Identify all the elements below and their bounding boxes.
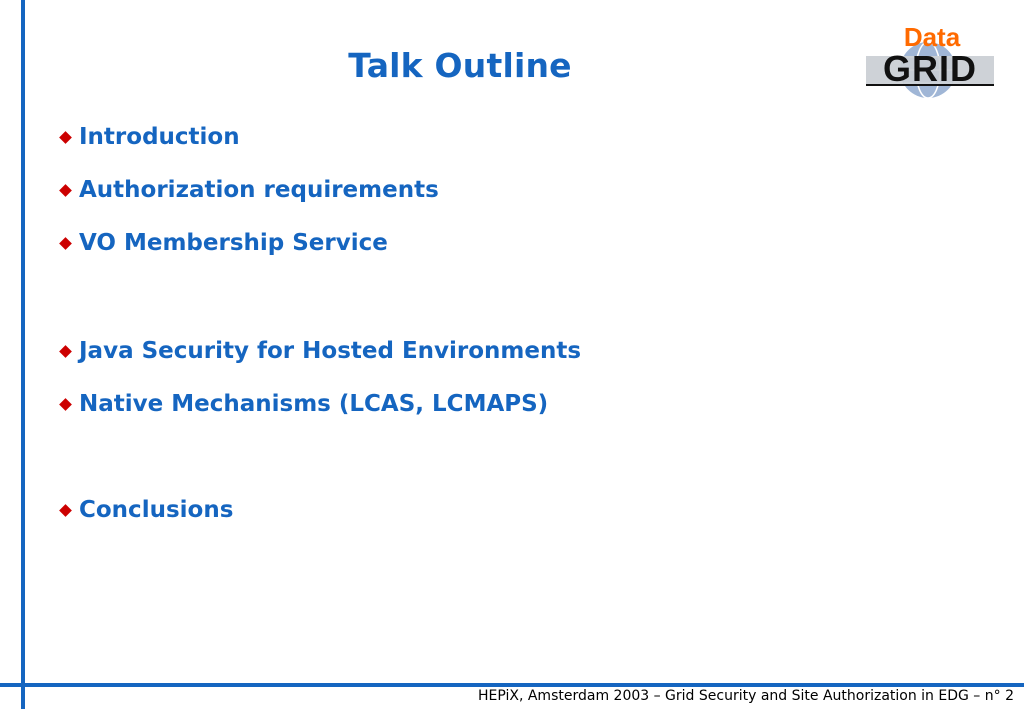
bullet-text: VO Membership Service xyxy=(79,230,388,256)
diamond-bullet-icon xyxy=(59,504,72,517)
bullet-text: Conclusions xyxy=(79,497,234,523)
diamond-bullet-icon xyxy=(59,237,72,250)
bullet-text: Java Security for Hosted Environments xyxy=(79,338,582,364)
slide-footer: HEPiX, Amsterdam 2003 – Grid Security and Site Authorization in EDG – n° 2 xyxy=(477,688,1014,704)
logo-data-text: Data xyxy=(903,22,961,52)
list-item xyxy=(58,124,240,150)
bottom-border-line xyxy=(0,683,1024,687)
slide-title: Talk Outline xyxy=(348,46,572,85)
list-item xyxy=(58,497,233,523)
left-border-line xyxy=(21,0,25,709)
bullet-text: Native Mechanisms (LCAS, LCMAPS) xyxy=(79,391,549,417)
list-item xyxy=(58,230,388,256)
list-item xyxy=(58,391,548,417)
diamond-bullet-icon xyxy=(59,131,72,144)
diamond-bullet-icon xyxy=(59,345,72,358)
bullet-text: Authorization requirements xyxy=(79,177,439,203)
list-item xyxy=(58,177,439,203)
diamond-bullet-icon xyxy=(59,398,72,411)
logo-grid-text: GRID xyxy=(883,48,977,89)
bullet-text: Introduction xyxy=(79,124,240,150)
list-item xyxy=(58,338,581,364)
datagrid-logo xyxy=(862,22,1002,106)
diamond-bullet-icon xyxy=(59,184,72,197)
